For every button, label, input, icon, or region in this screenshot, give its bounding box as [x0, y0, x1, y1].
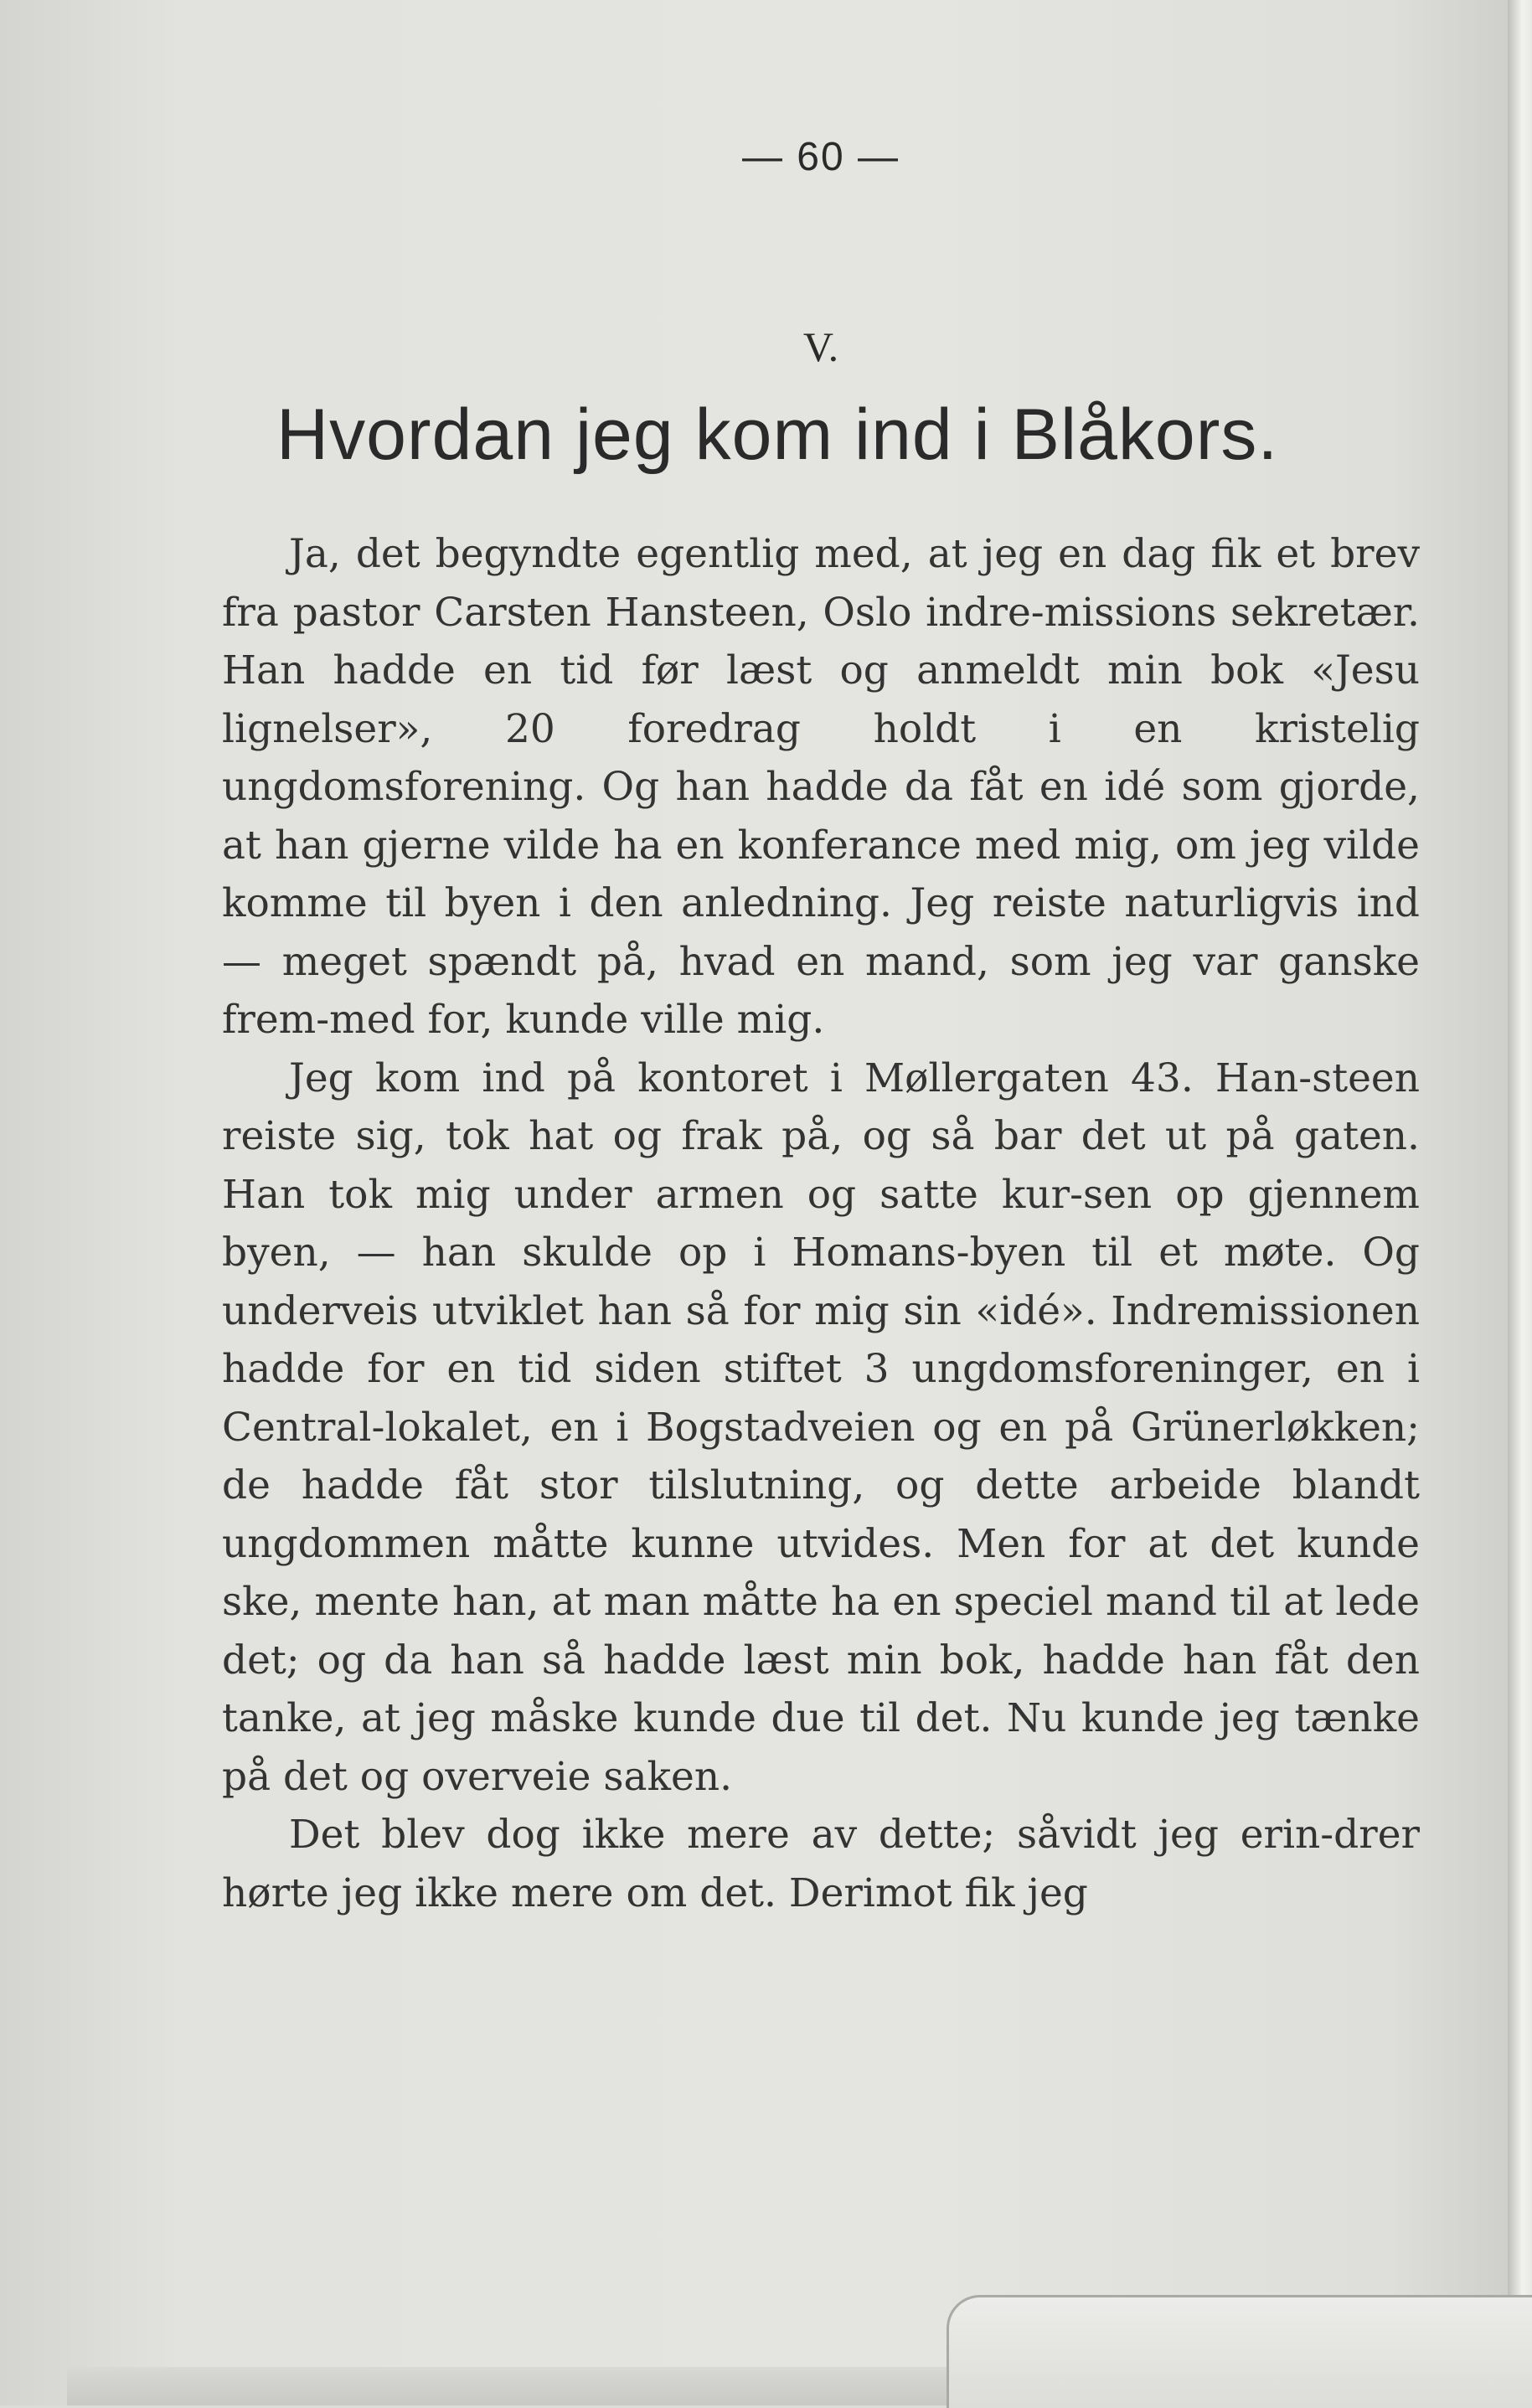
chapter-number: V. [802, 323, 839, 370]
paragraph: Det blev dog ikke mere av dette; såvidt jeg erin-drer hørte jeg ikke mere om det. Derimot fik jeg [222, 1812, 1420, 1916]
paragraph: Jeg kom ind på kontoret i Møllergaten 43. Han-steen reiste sig, tok hat og frak på, og så bar det ut på gaten. Han tok mig under armen og satte kur-sen op gjennem byen, — han skulde op i Homans-byen til et møte. Og underveis utviklet han så for mig sin «idé». Indremissionen hadde for en tid siden stiftet 3 ungdomsforeninger, en i Central-lokalet, en i Bogstadveien og en på Grünerløkken; de hadde fåt stor tilslutning, og dette arbeide blandt ungdommen måtte kunne utvides. Men for at det kunde ske, mente han, at man måtte ha en speciel mand til at lede det; og da han så hadde læst min bok, hadde han fåt den tanke, at jeg måske kunde due til det. Nu kunde jeg tænke på det og overveie saken. [222, 1054, 1420, 1800]
body-text [222, 525, 1420, 1922]
page-number: — 60 — [741, 135, 900, 179]
chapter-title: Hvordan jeg kom ind i Blåkors. [276, 394, 1279, 475]
paragraph: Ja, det begyndte egentlig med, at jeg en dag fik et brev fra pastor Carsten Hansteen, Oslo indre-missions sekretær. Han hadde en tid før læst og anmeldt min bok «Jesu lignelser», 20 foredrag holdt i en kristelig ungdomsforening. Og han hadde da fåt en idé som gjorde, at han gjerne vilde ha en konferance med mig, om jeg vilde komme til byen i den anledning. Jeg reiste naturligvis ind — meget spændt på, hvad en mand, som jeg var ganske frem-med for, kunde ville mig. [222, 531, 1420, 1043]
page-edge [1508, 0, 1532, 2405]
folded-corner [947, 2295, 1532, 2408]
